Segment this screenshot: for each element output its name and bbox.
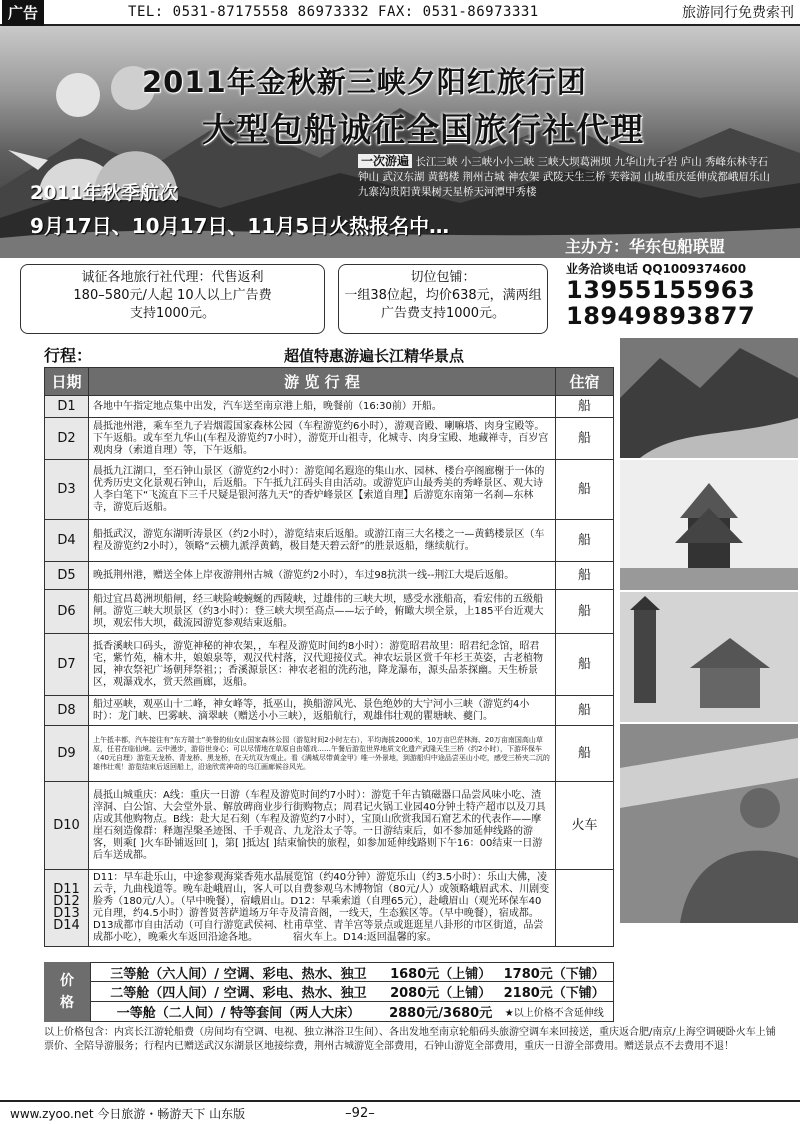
- itinerary-header: [44, 343, 614, 365]
- tour-label: 一次游遍: [358, 154, 412, 168]
- itinerary-row: [45, 696, 614, 726]
- itinerary-table: [44, 367, 614, 947]
- free-catalog-text: 旅游同行免费索刊: [682, 5, 794, 21]
- itinerary-row: [45, 782, 614, 870]
- price-lower: 1680元（上铺）: [390, 966, 492, 982]
- itinerary-stay: 船: [556, 396, 614, 418]
- itinerary-desc: 船过宜昌葛洲坝船闸，经三峡险峻蜿蜒的西陵峡，过雄伟的三峡大坝，感受水涨船高，看宏伟的五级船闸。游览三峡大坝景区（约3小时）：登三峡大坝至高点——坛子岭，俯瞰大坝全景，上185平台近观大坝，观宏伟大坝，截流园游览参观结束返船。: [89, 590, 556, 634]
- ad-tag: 广告: [2, 0, 44, 26]
- cabin-type: 一等舱（二人间）/ 特等套间（两人大床）: [116, 1006, 361, 1021]
- season-title: 2011年秋季航次: [30, 182, 178, 204]
- itinerary-desc: 船过巫峡，观巫山十二峰，神女峰等，抵巫山，换船游风光、景色绝妙的大宁河小三峡（游览约4小时）：龙门峡、巴雾峡、滴翠峡（赠送小小三峡），返船航行，观雄伟壮观的瞿塘峡、夔门。: [89, 696, 556, 726]
- price-lower: 2880元/3680元: [389, 1006, 493, 1021]
- price-label: 价 格: [44, 962, 90, 1022]
- col-stay: 住宿: [556, 368, 614, 396]
- itinerary-day: D2: [45, 418, 89, 460]
- price-row: [90, 962, 614, 982]
- agent-line: 180–580元/人起 10人以上广告费: [73, 288, 272, 303]
- itinerary-stay: 船: [556, 634, 614, 696]
- footer-site: www.zyoo.net 今日旅游・畅游天下 山东版: [10, 1106, 246, 1121]
- price-upper: ★以上价格不含延伸线: [504, 1008, 604, 1019]
- itinerary-row: [45, 726, 614, 782]
- contact-line: TEL: 0531-87175558 86973332 FAX: 0531-86973331: [128, 4, 539, 20]
- itinerary-day: D9: [45, 726, 89, 782]
- departure-dates: 9月17日、10月17日、11月5日火热报名中…: [30, 214, 450, 238]
- itinerary-desc: 晨抵山城重庆：A线：重庆一日游（车程及游览时间约7小时）：游览千年古镇磁器口品尝风味小吃、渣滓洞、白公馆、大会堂外景、解放碑商业步行街购物点；周君记火锅工业园40分钟土特产超市以及刀具店或其他购物点。B线：赴大足石刻（车程及游览约7小时），宝顶山欣赏我国石窟艺术的代表作——摩崖石刻造像群：释迦涅槃圣迹图、千手观音、九龙浴太子等。一日游结束后，如不参加延伸线路的游客，则乘[ ]火车卧铺返回[ ]，第[ ]抵达[ ]结束愉快的旅程，如参加延伸线路则下午16：00结束一日游后车送成都。: [89, 782, 556, 870]
- headline-1: 2011年金秋新三峡夕阳红旅行团: [142, 65, 587, 99]
- page-number: –92–: [345, 1105, 375, 1121]
- agent-line: 诚征各地旅行社代理：代售返利: [81, 270, 264, 285]
- offer-row: [0, 260, 800, 338]
- itinerary-desc: 上午抵丰都，汽车接往有“东方瑞士”美誉的仙女山国家森林公园（游览时间2小时左右），平均海拔2000米，10万亩巴茫林海、20万亩南国高山草原，任君在临仙境。云中漫步，游俗世身心；可以尽情地在草原自由嬉戏……午餐后游览世界地质文化遗产武隆天生三桥（约2小时），下游环保车（40元自理）游览天龙桥、青龙桥、黑龙桥，在天坑双为观止。看《满城尽带黄金甲》唯一外景地，到游船归中途品尝巫山小吃，感受三桥夹二沉的雄伟壮观！游览结束后返回船上，沿途欣赏神奇的乌江画廊候谷风光。: [89, 726, 556, 782]
- itinerary-desc: 晨抵池州港，乘车至九子岩烟霞国家森林公园（车程游览约6小时），游观音殿、喇嘛塔、肉身宝殿等。下午返船。或车至九华山(车程及游览约7小时），游览开山祖寺，化城寺、肉身宝殿、地藏禅寺，百岁宫观肉身（索道自理）等，下午返船。: [89, 418, 556, 460]
- top-bar: [0, 0, 800, 26]
- itinerary-desc: 各地中午指定地点集中出发，汽车送至南京港上船，晚餐前（16:30前）开船。: [89, 396, 556, 418]
- itinerary-desc: 抵香溪峡口码头，游览神秘的神农架，，车程及游览时间约8小时）：游览昭君故里：昭君纪念馆，昭君宅，紫竹苑，楠木井，娘娘泉等，观汉代村落，汉代迎接仪式。神农坛景区赏千年杉王英姿，古老植物园，神农祭祀广场朝拜祭祖；；香溪源景区：神农老祖的洗药池，降龙瀑布，源头品茶探幽。天生桥景区，观瀑戏水，赏天然画廊，返船。: [89, 634, 556, 696]
- itinerary-stay: 船: [556, 726, 614, 782]
- itinerary-row: [45, 590, 614, 634]
- itinerary-stay: 船: [556, 418, 614, 460]
- agent-line: 支持1000元。: [129, 306, 216, 321]
- price-upper: 1780元（下铺）: [503, 966, 605, 982]
- itinerary-stay: 船: [556, 460, 614, 520]
- itinerary-subtitle: 超值特惠游遍长江精华景点: [284, 347, 465, 365]
- itinerary-desc: 晨抵九江湖口，至石钟山景区（游览约2小时）：游览闻名遐迩的集山水、园林、楼台亭阁廊榭于一体的优秀历史文化景观石钟山，后返船。下午抵九江码头自由活动。或游览庐山最秀美的秀峰景区、观大诗人李白笔下“飞流直下三千尺疑是银河落九天”的香炉峰景区【索道自理】后游览东南第一名刹—东林寺，游览后返船。: [89, 460, 556, 520]
- itinerary-desc: D11：早车赴乐山，中途参观海棠香苑水晶展览馆（约40分钟）游览乐山（约3.5小时）：乐山大佛，凌云寺，九曲栈道等。晚车赴峨眉山，客人可以自费参观乌木博物馆（80元/人）或领略峨眉武术、川剧变脸秀（180元/人）。（早中晚餐），宿峨眉山。D12：早乘索道（自理65元），赴峨眉山（观光环保车40元自理，约4.5小时）游普贤菩萨道场万年寺及清音阁，一线天，生态猴区等。（早中晚餐），宿成都。D13成都市自由活动（可自行游览武侯祠、杜甫草堂、青羊宫等景点或逛逛星八卦形的市区街道，品尝成都小吃），晚乘火车返回沿途各地。 宿火车上。D14:返回温馨的家。: [89, 870, 556, 947]
- footer: [0, 1100, 800, 1124]
- cabin-type: 二等舱（四人间）/ 空调、彩电、热水、独卫: [110, 986, 367, 1001]
- itinerary-day: D10: [45, 782, 89, 870]
- headline-2: 大型包船诚征全国旅行社代理: [202, 110, 644, 149]
- price-upper: 2180元（下铺）: [503, 986, 605, 1001]
- price-inclusions-note: 以上价格包含：内宾长江游轮船费（房间均有空调、电视、独立淋浴卫生间）、各出发地至南京轮船码头旅游空调车来回接送，重庆返合肥/南京/上海空调硬卧火车上铺票价、全陪导游服务；行程内已赠送武汉东湖景区地接综费，荆州古城游览全部费用，石钟山游览全部费用，重庆一日游全部费用。赠送景点不去费用不退！: [44, 1027, 776, 1052]
- scenic-photos: [620, 338, 798, 923]
- organizer: 主办方：华东包船联盟: [565, 237, 726, 256]
- charter-line: 广告费支持1000元。: [380, 306, 506, 321]
- price-table: [44, 962, 614, 1022]
- itinerary-stay: 船: [556, 520, 614, 562]
- itinerary-stay: [556, 870, 614, 947]
- price-lower: 2080元（上铺）: [390, 986, 492, 1001]
- itinerary-row: [45, 870, 614, 947]
- tour-spots-text: 长江三峡 小三峡小小三峡 三峡大坝葛洲坝 九华山九子岩 庐山 秀峰东林寺石钟山 武汉东湖 黄鹤楼 荆州古城 神农架 武陵天生三桥 芙蓉洞 山城重庆延伸成都峨眉乐山九寨沟贵阳黄果树天星桥天河潭甲秀楼: [358, 156, 770, 198]
- itinerary-day: D1: [45, 396, 89, 418]
- itinerary-desc: 船抵武汉，游览东湖听涛景区（约2小时），游览结束后返船。或游江南三大名楼之一—黄鹤楼景区（车程及游览约2小时），领略“云横九派浮黄鹤，极目楚天碧云舒”的胜景返船，继续航行。: [89, 520, 556, 562]
- tour-spots: [358, 154, 778, 200]
- itinerary-stay: 船: [556, 562, 614, 590]
- charter-line: 切位包铺：: [410, 270, 476, 285]
- agent-offer-box: [20, 264, 325, 334]
- itinerary-day: D8: [45, 696, 89, 726]
- phone-number: 18949893877: [566, 302, 756, 330]
- itinerary-day: D4: [45, 520, 89, 562]
- itinerary-day: D6: [45, 590, 89, 634]
- itinerary-row: [45, 460, 614, 520]
- itinerary-row: [45, 396, 614, 418]
- charter-offer-box: [338, 264, 548, 334]
- banner: [0, 26, 800, 258]
- itinerary-stay: 船: [556, 696, 614, 726]
- price-row: [90, 1002, 614, 1022]
- itinerary-row: [45, 562, 614, 590]
- price-row: [90, 982, 614, 1002]
- charter-line: 一组38位起，均价638元，满两组: [344, 288, 542, 303]
- itinerary-stay: 船: [556, 590, 614, 634]
- itinerary-day: D5: [45, 562, 89, 590]
- itinerary-row: [45, 520, 614, 562]
- itinerary-row: [45, 418, 614, 460]
- phone-number: 13955155963: [566, 276, 756, 304]
- itinerary-label: 行程：: [44, 346, 93, 365]
- cabin-type: 三等舱（六人间）/ 空调、彩电、热水、独卫: [110, 966, 367, 982]
- col-route: 游 览 行 程: [89, 368, 556, 396]
- hotline: [566, 260, 755, 329]
- itinerary-stay: 火车: [556, 782, 614, 870]
- itinerary-day: D7: [45, 634, 89, 696]
- itinerary-row: [45, 634, 614, 696]
- hotline-label: 业务洽谈电话 QQ1009374600: [566, 262, 747, 276]
- col-date: 日期: [45, 368, 89, 396]
- itinerary-day: D11 D12 D13 D14: [45, 870, 89, 947]
- itinerary-desc: 晚抵荆州港，赠送全体上岸夜游荆州古城（游览约2小时），车过98抗洪一线--荆江大堤后返船。: [89, 562, 556, 590]
- itinerary-day: D3: [45, 460, 89, 520]
